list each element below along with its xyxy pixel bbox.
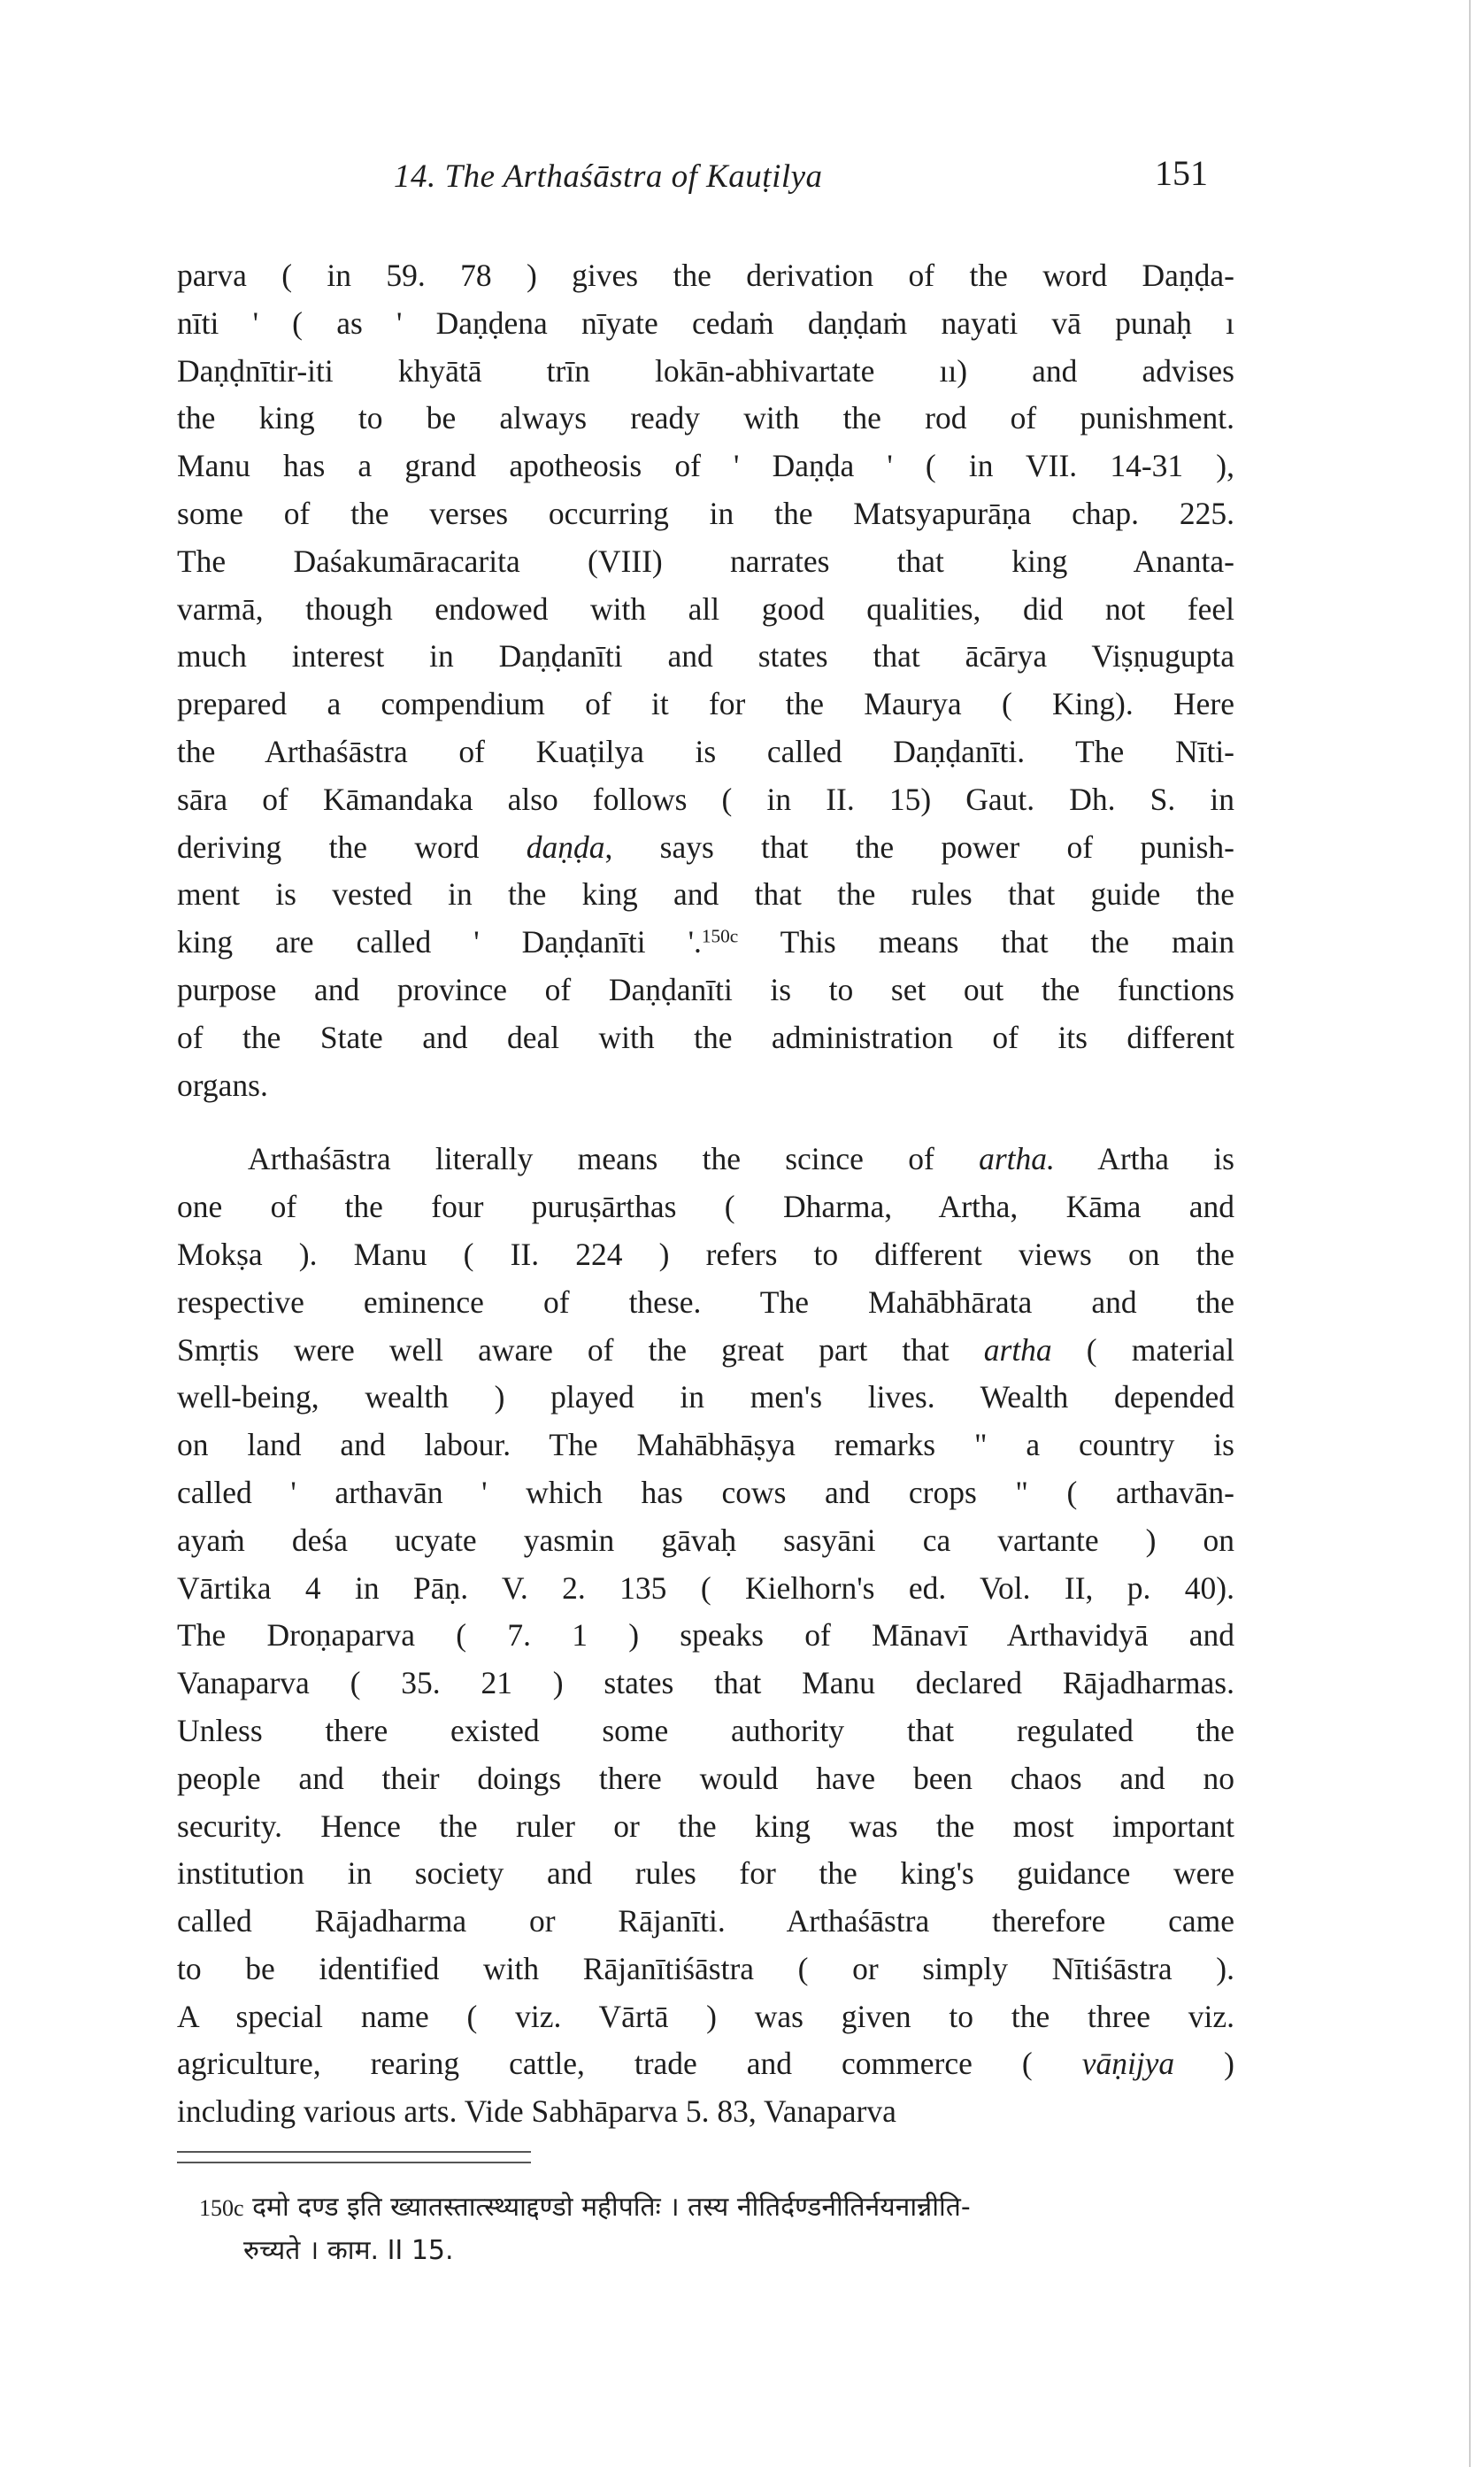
footnote-line-1 <box>199 2186 1234 2230</box>
text-line: nīti ' ( as ' Daṇḍena nīyate cedaṁ daṇḍaṁ nayati vā punaḥ ı <box>177 305 1234 341</box>
text-line: much interest in Daṇḍanīti and states that ācārya Viṣṇugupta <box>177 638 1234 675</box>
page-number: 151 <box>1155 153 1208 193</box>
text-line: sāra of Kāmandaka also follows ( in II. 15) Gaut. Dh. S. in <box>177 781 1234 817</box>
footnote-ref: 150c <box>701 925 739 947</box>
italic-term: artha <box>983 1331 1052 1368</box>
text-line: The Droṇaparva ( 7. 1 ) speaks of Mānavī Arthavidyā and <box>177 1617 1234 1654</box>
text-line: organs. <box>177 1067 268 1103</box>
text-line: Manu has a grand apotheosis of ' Daṇḍa ' ( in VII. 14-31 ), <box>177 448 1234 484</box>
text-line: security. Hence the ruler or the king was the most important <box>177 1808 1234 1844</box>
text-line: purpose and province of Daṇḍanīti is to set out the functions <box>177 971 1234 1007</box>
footnote-text-1: दमो दण्ड इति ख्यातस्तात्स्थ्याद्दण्डो महीपतिः । तस्य नीतिर्दण्डनीतिर्नयनान्नीति- <box>243 2192 971 2223</box>
text-line: to be identified with Rājanītiśāstra ( or simply Nītiśāstra ). <box>177 1950 1234 1986</box>
text-line: including various arts. Vide Sabhāparva 5. 83, Vanaparva <box>177 2093 896 2130</box>
text-line: A special name ( viz. Vārtā ) was given to the three viz. <box>177 1998 1234 2034</box>
paragraph-1 <box>177 252 1234 1109</box>
text-line: Vanaparva ( 35. 21 ) states that Manu declared Rājadharmas. <box>177 1665 1234 1701</box>
text-line <box>177 1136 1234 1183</box>
text-line: the Arthaśāstra of Kuaṭilya is called Daṇḍanīti. The Nīti- <box>177 733 1234 769</box>
text-run: , says that the power of punish- <box>604 829 1234 865</box>
text-line: Unless there existed some authority that regulated the <box>177 1712 1234 1748</box>
text-line: called ' arthavān ' which has cows and crops " ( arthavān- <box>177 1474 1234 1510</box>
footnote-mark: 150c <box>199 2195 244 2221</box>
text-line: called Rājadharma or Rājanīti. Arthaśāstra therefore came <box>177 1903 1234 1939</box>
text-line: Mokṣa ). Manu ( II. 224 ) refers to different views on the <box>177 1236 1234 1272</box>
text-line: ment is vested in the king and that the rules that guide the <box>177 876 1234 913</box>
text-line: some of the verses occurring in the Matsyapurāṇa chap. 225. <box>177 495 1234 531</box>
footnote-line-2: रुच्यते । काम. II 15. <box>243 2235 454 2266</box>
text-line: Daṇḍnītir-iti khyātā trīn lokān-abhivartate ıı) and advises <box>177 352 1234 389</box>
text-run: king are called ' Daṇḍanīti '. <box>177 924 702 960</box>
text-run: deriving the word <box>177 829 527 865</box>
text-line: ayaṁ deśa ucyate yasmin gāvaḥ sasyāni ca vartante ) on <box>177 1522 1234 1558</box>
text-line <box>177 824 1234 872</box>
text-line: people and their doings there would have been chaos and no <box>177 1760 1234 1796</box>
text-line: prepared a compendium of it for the Maurya ( King). Here <box>177 686 1234 722</box>
text-line: the king to be always ready with the rod of punishment. <box>177 400 1234 436</box>
body-text <box>177 252 1234 2136</box>
text-line: institution in society and rules for the king's guidance were <box>177 1855 1234 1892</box>
text-line <box>177 1327 1234 1375</box>
text-line: varmā, though endowed with all good qualities, did not feel <box>177 590 1234 627</box>
running-header <box>0 153 1484 211</box>
text-line: respective eminence of these. The Mahābhārata and the <box>177 1284 1234 1320</box>
text-run: ) <box>1174 2046 1235 2082</box>
text-run: Artha is <box>1054 1141 1234 1177</box>
page-edge-line <box>1469 0 1471 2467</box>
italic-term: vāṇijya <box>1081 2046 1175 2082</box>
text-line: on land and labour. The Mahābhāṣya remarks " a country is <box>177 1427 1234 1463</box>
text-line <box>177 919 1234 967</box>
text-run: This means that the main <box>738 924 1234 960</box>
italic-term: daṇḍa <box>526 829 605 865</box>
text-line: well-being, wealth ) played in men's lives. Wealth depended <box>177 1379 1234 1415</box>
text-line: parva ( in 59. 78 ) gives the derivation of the word Daṇḍa- <box>177 258 1234 293</box>
footnote-divider <box>177 2151 531 2163</box>
text-run: agriculture, rearing cattle, trade and commerce ( <box>177 2046 1082 2082</box>
text-line: Vārtika 4 in Pāṇ. V. 2. 135 ( Kielhorn's ed. Vol. II, p. 40). <box>177 1569 1234 1606</box>
text-run: ( material <box>1051 1331 1234 1368</box>
footnote <box>199 2186 1234 2272</box>
text-run: Smṛtis were well aware of the great part that <box>177 1331 984 1368</box>
text-line: of the State and deal with the administration of its different <box>177 1019 1234 1055</box>
text-line: one of the four puruṣārthas ( Dharma, Artha, Kāma and <box>177 1189 1234 1225</box>
text-line: The Daśakumāracarita (VIII) narrates that king Ananta- <box>177 543 1234 579</box>
text-line <box>177 2040 1234 2088</box>
chapter-title: 14. The Arthaśāstra of Kauṭilya <box>394 158 823 195</box>
paragraph-2 <box>177 1136 1234 2136</box>
text-run: Arthaśāstra literally means the scince of <box>248 1141 980 1177</box>
italic-term: artha. <box>979 1141 1055 1177</box>
